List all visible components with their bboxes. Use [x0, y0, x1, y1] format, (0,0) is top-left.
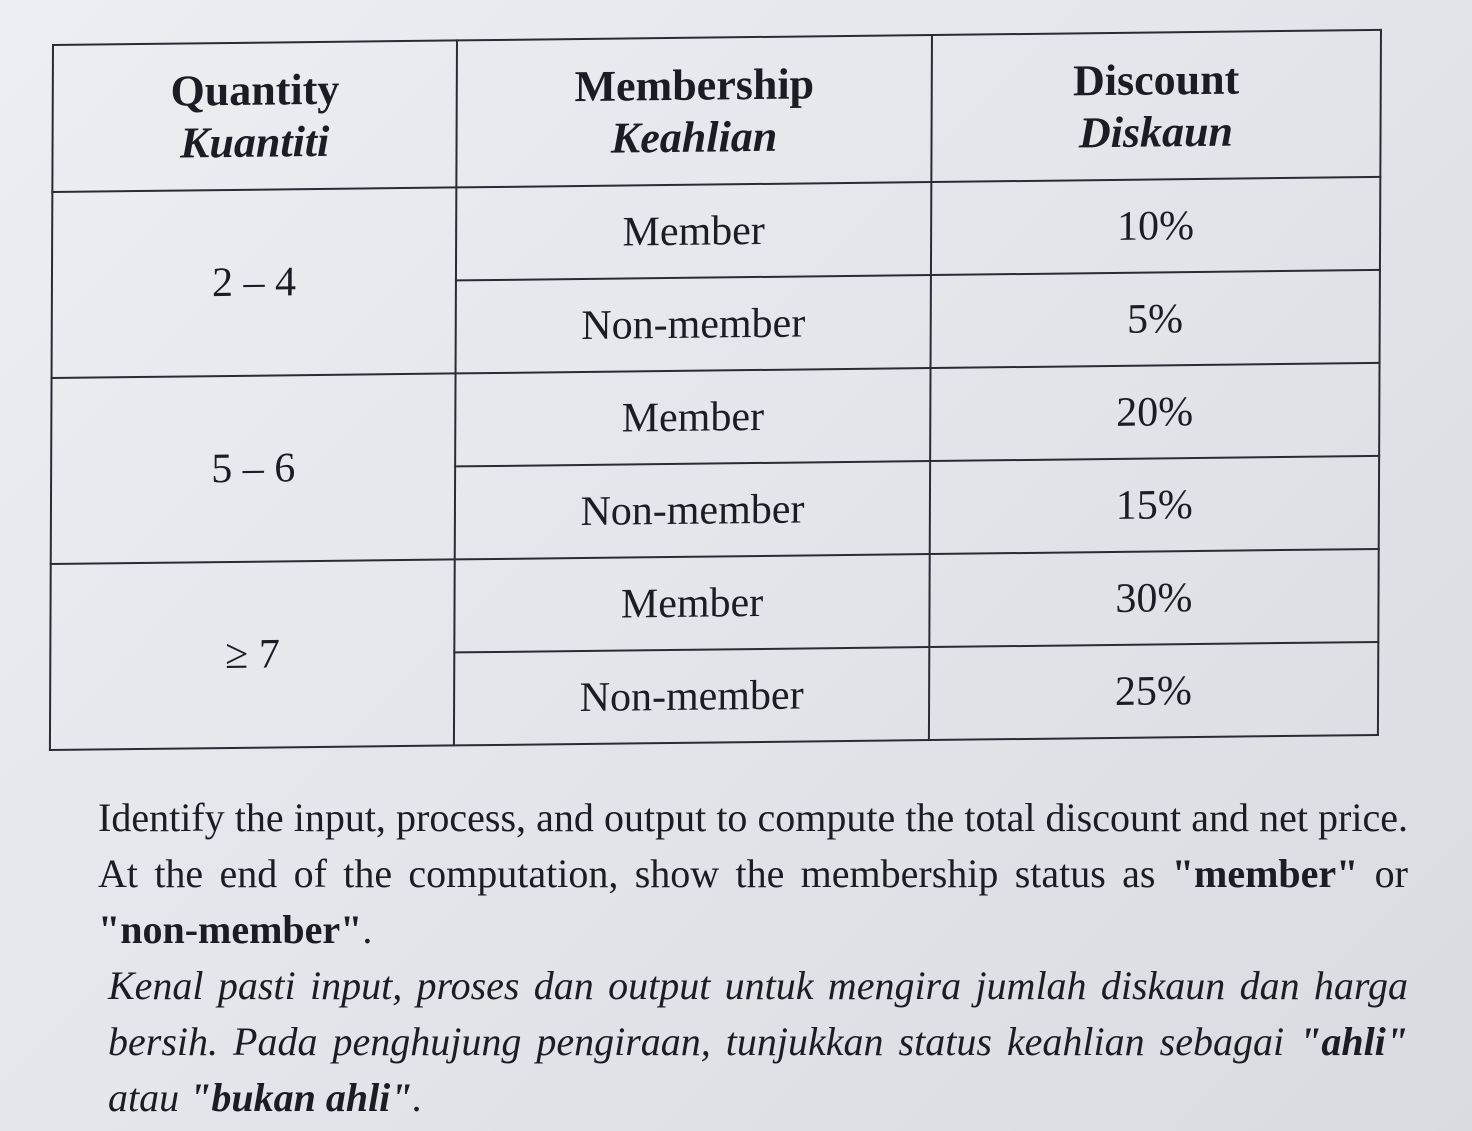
question-en-or: or: [1358, 851, 1408, 896]
table-row: [52, 177, 1380, 285]
table-header-row: [52, 30, 1381, 192]
question-ms-bukan-ahli: "bukan ahli": [189, 1075, 413, 1120]
header-quantity-ms: Kuantiti: [180, 116, 330, 168]
header-discount-en: Discount: [1072, 54, 1240, 105]
question-en-member: "member": [1171, 851, 1359, 896]
header-discount: [931, 30, 1381, 182]
header-membership-ms: Keahlian: [610, 111, 778, 163]
quantity-cell: ≥ 7: [50, 559, 455, 750]
quantity-cell: 5 – 6: [51, 373, 456, 564]
question-text-english: [98, 790, 1408, 958]
membership-cell: Member: [455, 368, 930, 466]
discount-table: [49, 29, 1382, 751]
discount-cell: 25%: [929, 642, 1379, 740]
question-en-end: .: [362, 907, 373, 952]
discount-cell: 5%: [930, 270, 1380, 368]
question-en-body: Identify the input, process, and output to compute the total discount and net price. At the end of the computation, show the membership status as: [98, 795, 1408, 896]
membership-cell: Member: [455, 554, 930, 652]
table-row: [50, 549, 1378, 657]
question-en-nonmember: "non-member": [98, 907, 363, 952]
question-ms-body: Kenal pasti input, proses dan output untuk mengira jumlah diskaun dan harga bersih. Pada penghujung pengiraan, tunjukkan status keahlian sebagai: [108, 963, 1408, 1064]
header-quantity-en: Quantity: [170, 64, 340, 116]
question-ms-or: atau: [108, 1075, 190, 1120]
discount-cell: 20%: [930, 363, 1380, 461]
quantity-cell: 2 – 4: [52, 187, 457, 378]
header-membership-en: Membership: [574, 58, 815, 111]
discount-cell: 30%: [929, 549, 1379, 647]
membership-cell: Non-member: [455, 461, 930, 559]
table-row: [51, 363, 1379, 471]
discount-cell: 10%: [931, 177, 1381, 275]
question-text-malay: [108, 958, 1408, 1126]
membership-cell: Non-member: [454, 647, 929, 745]
header-membership: [457, 35, 932, 187]
discount-cell: 15%: [929, 456, 1379, 554]
question-ms-ahli: "ahli": [1299, 1019, 1408, 1064]
membership-cell: Non-member: [456, 275, 931, 373]
header-discount-ms: Diskaun: [1078, 106, 1234, 157]
membership-cell: Member: [456, 182, 931, 280]
question-ms-end: .: [412, 1075, 423, 1120]
header-quantity: [52, 40, 457, 192]
